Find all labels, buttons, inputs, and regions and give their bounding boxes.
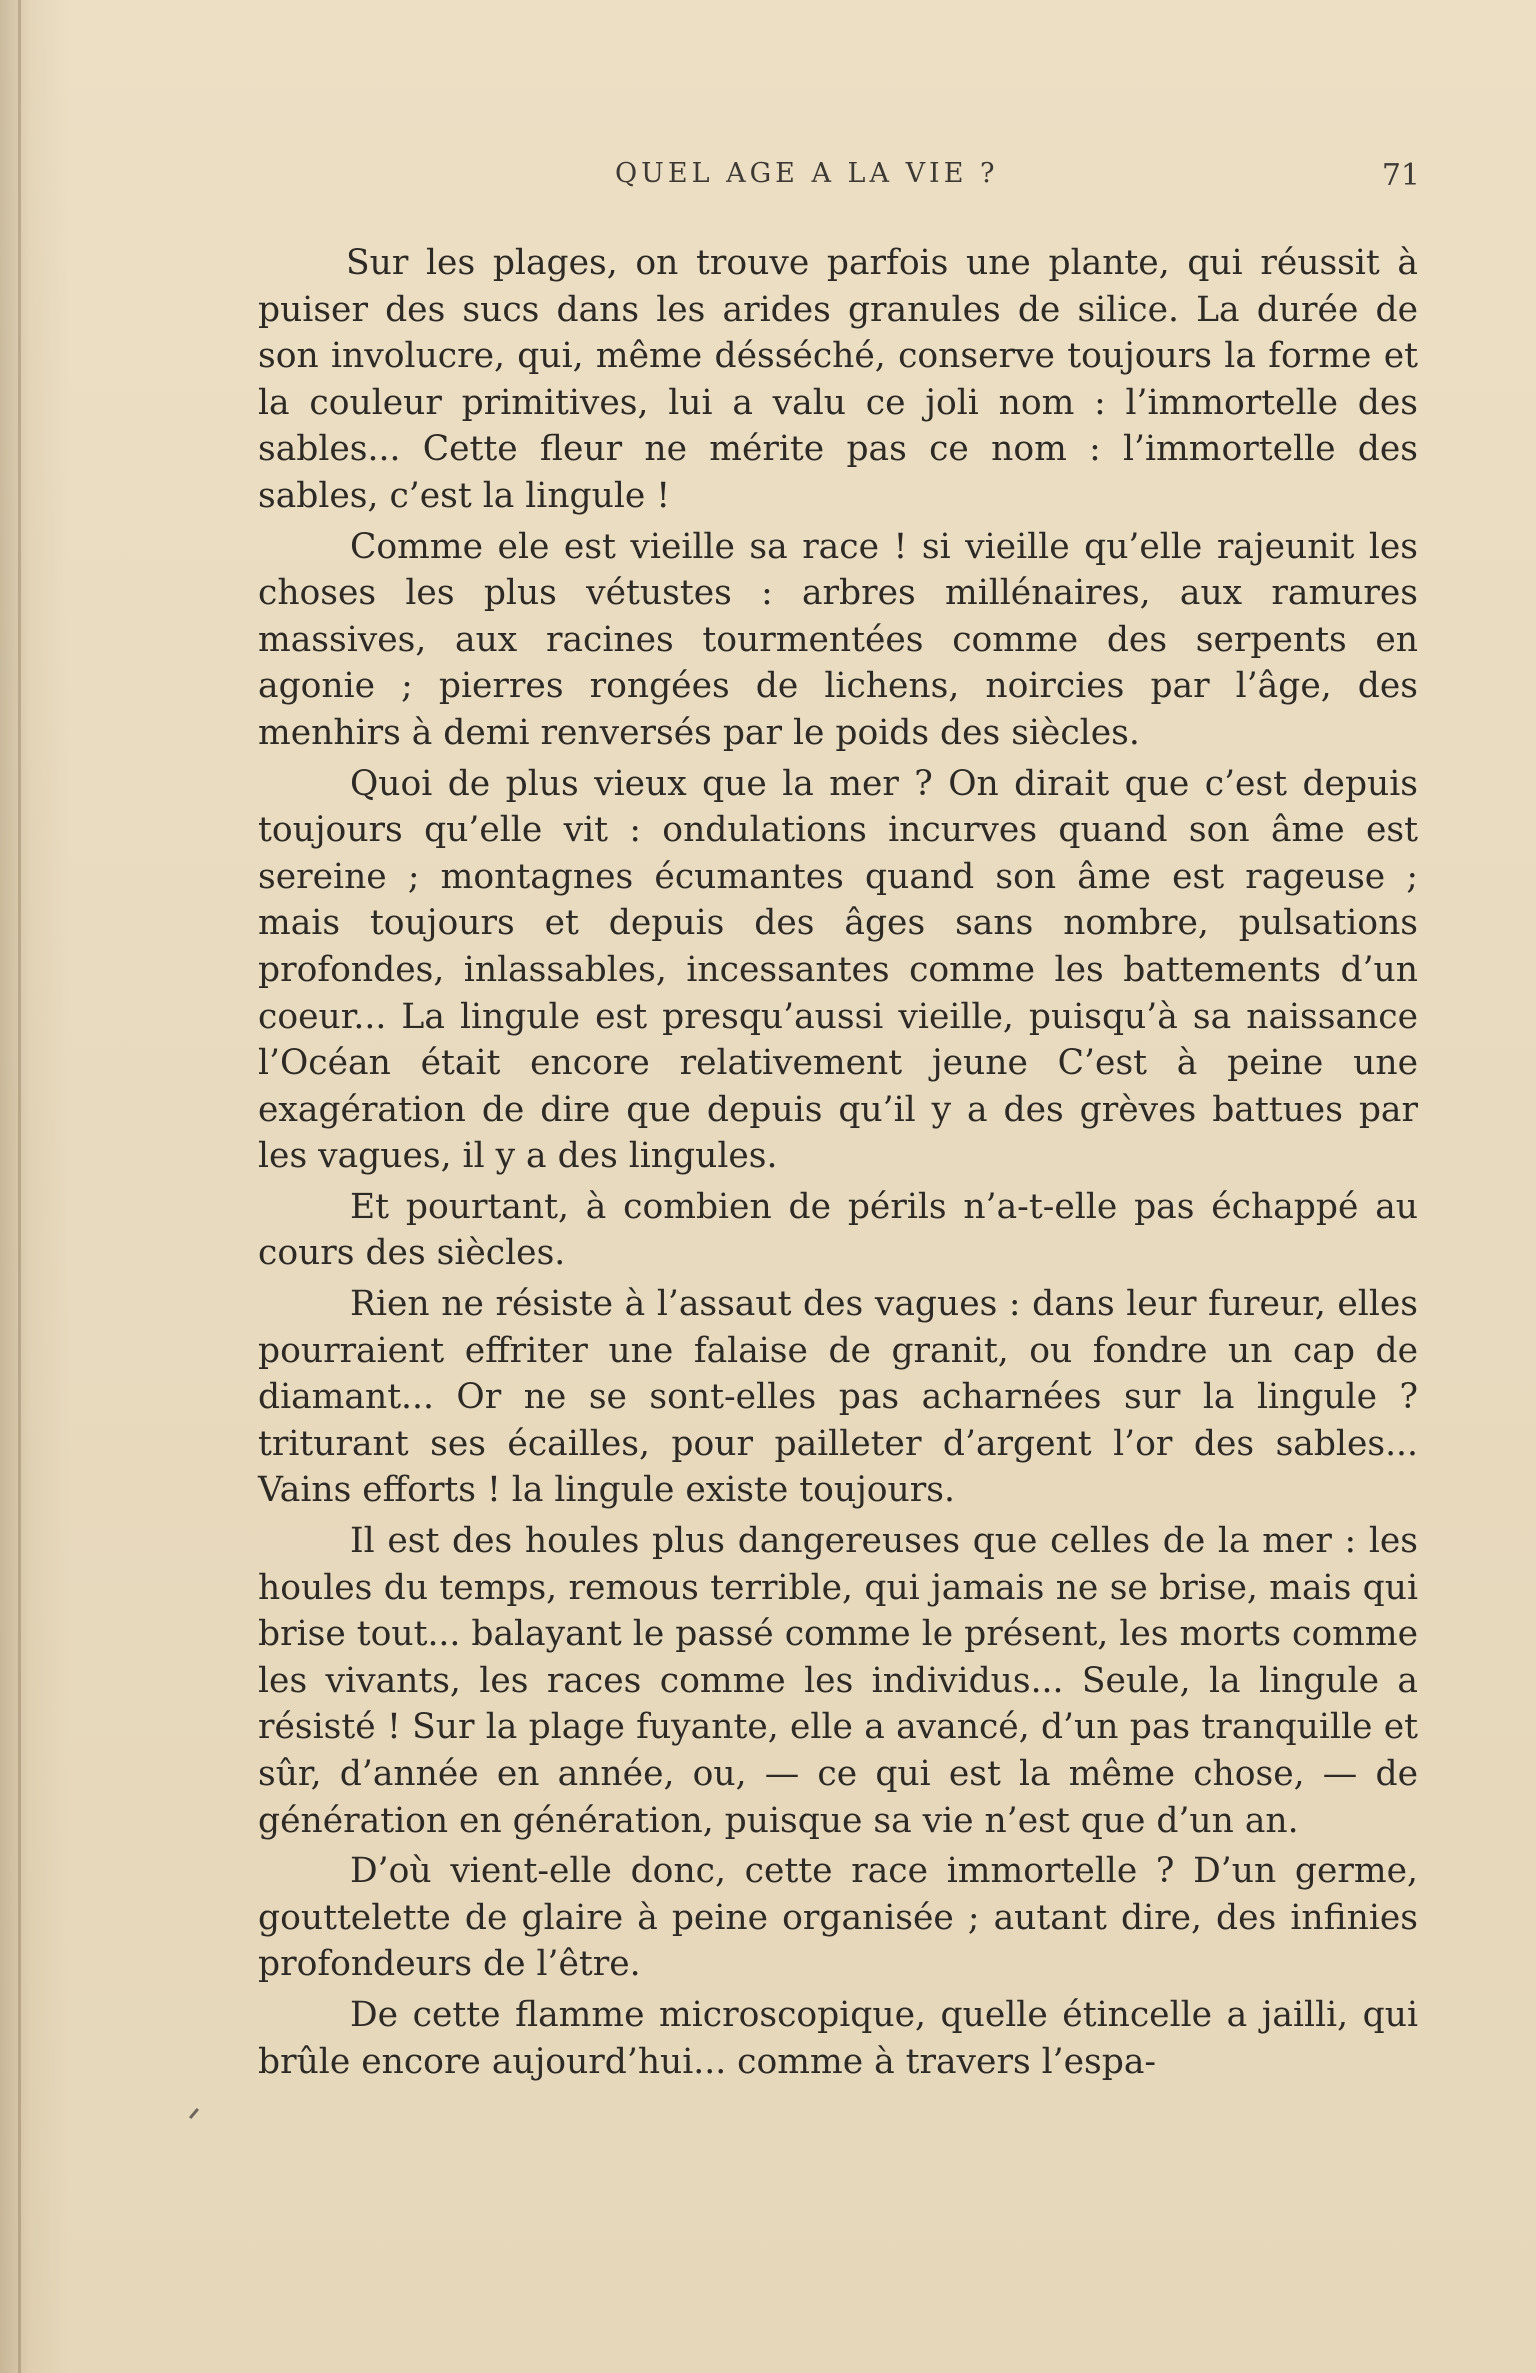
- margin-pencil-mark: [189, 2108, 199, 2119]
- page-binding-edge: [18, 0, 21, 2373]
- paragraph-8: De cette flamme microscopique, quelle étincelle a jailli, qui brûle encore aujourd’hui... comme à travers l’espa-: [258, 1994, 1418, 2082]
- paragraph-6: Il est des houles plus dangereuses que celles de la mer : les houles du temps, remous terrible, qui jamais ne se brise, mais qui brise tout... balayant le passé comme le présent, les morts comme les vivants, les races comme les individus... Seule, la lingule a résisté ! Sur la plage fuyante, elle a avancé, d’un pas tranquille et sûr, d’année en année, ou, — ce qui est la même chose, — de génération en génération, puisque sa vie n’est que d’un an.: [258, 1521, 1418, 1841]
- paragraph-3: Quoi de plus vieux que la mer ? On dirait que c’est depuis toujours qu’elle vit : ondulations incurves quand son âme est sereine ; montagnes écumantes quand son âme est rageuse ; mais toujours et depuis des âges sans nombre, pulsations profondes, inlassables, incessantes comme les battements d’un coeur... La lingule est presqu’aussi vieille, puisqu’à sa naissance l’Océan était encore relativement jeune C’est à peine une exagération de dire que depuis qu’il y a des grèves battues par les vagues, il y a des lingules.: [258, 763, 1418, 1177]
- paragraph-1: Sur les plages, on trouve parfois une plante, qui réussit à puiser des sucs dans les arides granules de silice. La durée de son involucre, qui, même désséché, conserve toujours la forme et la couleur primitives, lui a valu ce joli nom : l’immortelle des sables... Cette fleur ne mérite pas ce nom : l’immortelle des sables, c’est la lingule !: [258, 243, 1418, 516]
- paragraph-2: Comme ele est vieille sa race ! si vieille qu’elle rajeunit les choses les plus vétustes : arbres millénaires, aux ramures massives, aux racines tourmentées comme des serpents en agonie ; pierres rongées de lichens, noircies par l’âge, des menhirs à demi renversés par le poids des siècles.: [258, 526, 1418, 753]
- paragraph-4: Et pourtant, à combien de périls n’a-t-elle pas échappé au cours des siècles.: [258, 1186, 1418, 1274]
- paragraph-5: Rien ne résiste à l’assaut des vagues : dans leur fureur, elles pourraient effriter une falaise de granit, ou fondre un cap de diamant... Or ne se sont-elles pas acharnées sur la lingule ? triturant ses écailles, pour pailleter d’argent l’or des sables... Vains efforts ! la lingule existe toujours.: [258, 1284, 1418, 1511]
- page-header: [260, 158, 1420, 202]
- paragraph-7: D’où vient-elle donc, cette race immortelle ? D’un germe, gouttelette de glaire à peine organisée ; autant dire, des infinies profondeurs de l’être.: [258, 1851, 1418, 1985]
- page-body: [258, 240, 1418, 2089]
- page-number: 71: [1381, 158, 1420, 193]
- running-head: QUEL AGE A LA VIE ?: [615, 158, 999, 189]
